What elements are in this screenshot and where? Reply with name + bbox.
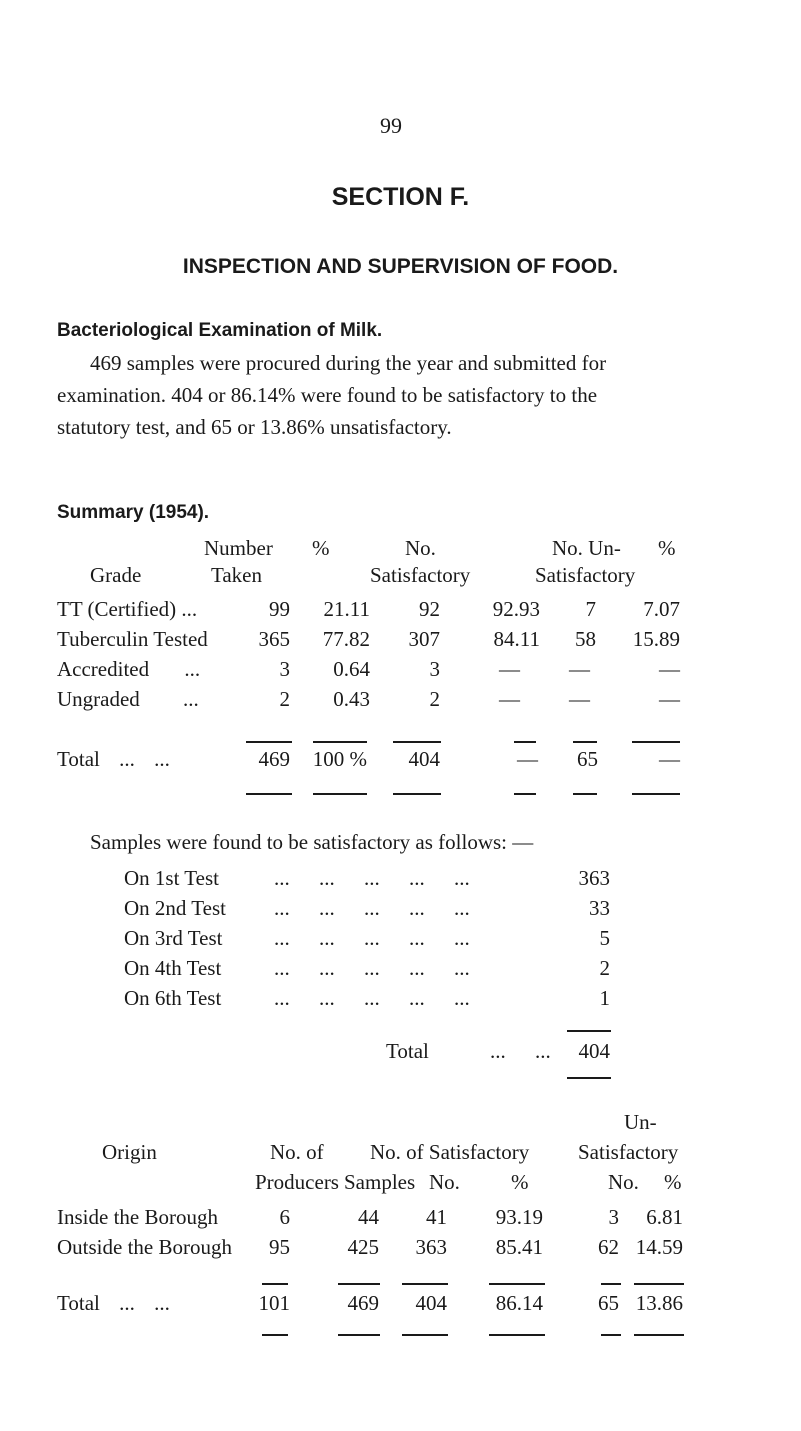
header-origin: Origin — [102, 1140, 157, 1164]
rule — [489, 1334, 545, 1336]
header-satisfactory-un: Satisfactory — [578, 1140, 679, 1164]
header-sat-no: No. — [429, 1170, 460, 1194]
row-sat-pct: 92.93 — [492, 597, 540, 621]
header-producers: Producers — [255, 1170, 339, 1194]
row-unsat-pct: 15.89 — [632, 627, 680, 651]
tests-intro: Samples were found to be satisfactory as follows: — — [90, 830, 534, 854]
test-dots: ... ... ... ... ... — [274, 896, 470, 920]
test-dots: ... ... ... ... ... — [274, 866, 470, 890]
rule — [567, 1077, 611, 1079]
header-satisfactory-2: Satisfactory — [535, 563, 636, 587]
header-no: No. — [405, 536, 436, 560]
rule — [338, 1283, 380, 1285]
origin-total-unsat-pct: 13.86 — [635, 1291, 683, 1315]
test-dots: ... ... ... ... ... — [274, 956, 470, 980]
rule — [634, 1283, 684, 1285]
row-taken: 99 — [269, 597, 290, 621]
rule — [246, 793, 292, 795]
tests-total-label: Total — [386, 1039, 429, 1063]
origin-producers: 6 — [279, 1205, 290, 1229]
rule — [514, 741, 536, 743]
row-unsat-pct: 7.07 — [643, 597, 680, 621]
total-unsat-pct: — — [659, 747, 680, 771]
origin-total-samples: 469 — [347, 1291, 379, 1315]
row-sat-no: 2 — [429, 687, 440, 711]
row-pct: 77.82 — [322, 627, 370, 651]
origin-unsat-pct: 14.59 — [635, 1235, 683, 1259]
row-sat-pct: — — [499, 657, 520, 681]
row-sat-no: 307 — [408, 627, 440, 651]
tests-total-value: 404 — [578, 1039, 610, 1063]
header-satisfactory: Satisfactory — [370, 563, 471, 587]
test-label: On 3rd Test — [124, 926, 223, 950]
header-samples: Samples — [344, 1170, 416, 1194]
rule — [601, 1334, 621, 1336]
row-unsat-no: 7 — [585, 597, 596, 621]
row-grade: Tuberculin Tested — [57, 627, 208, 651]
page-number: 99 — [380, 113, 402, 138]
intro-line-3: statutory test, and 65 or 13.86% unsatisfactory. — [57, 415, 452, 439]
test-value: 1 — [599, 986, 610, 1010]
header-pct: % — [312, 536, 330, 560]
total-sat-pct: — — [517, 747, 538, 771]
rule — [262, 1283, 288, 1285]
row-pct: 21.11 — [323, 597, 370, 621]
test-value: 363 — [578, 866, 610, 890]
rule — [634, 1334, 684, 1336]
origin-unsat-no: 3 — [608, 1205, 619, 1229]
origin-total-unsat-no: 65 — [598, 1291, 619, 1315]
total-taken: 469 — [258, 747, 290, 771]
test-label: On 6th Test — [124, 986, 222, 1010]
rule — [338, 1334, 380, 1336]
origin-unsat-pct: 6.81 — [646, 1205, 683, 1229]
row-unsat-pct: — — [659, 657, 680, 681]
total-sat-no: 404 — [408, 747, 440, 771]
rule — [514, 793, 536, 795]
test-label: On 2nd Test — [124, 896, 226, 920]
intro-line-2: examination. 404 or 86.14% were found to be satisfactory to the — [57, 383, 598, 407]
intro-line-1: 469 samples were procured during the year and submitted for — [90, 351, 607, 375]
row-unsat-pct: — — [659, 687, 680, 711]
origin-total-sat-pct: 86.14 — [495, 1291, 543, 1315]
rule — [402, 1334, 448, 1336]
origin-sat-no: 363 — [415, 1235, 447, 1259]
rule — [393, 741, 441, 743]
rule — [402, 1283, 448, 1285]
row-sat-pct: 84.11 — [493, 627, 540, 651]
test-value: 33 — [589, 896, 610, 920]
origin-unsat-no: 62 — [598, 1235, 619, 1259]
rule — [573, 793, 597, 795]
test-value: 5 — [599, 926, 610, 950]
header-sat-pct: % — [511, 1170, 529, 1194]
header-no-of: No. of — [270, 1140, 324, 1164]
row-pct: 0.43 — [333, 687, 370, 711]
origin-total-sat-no: 404 — [415, 1291, 447, 1315]
origin-label: Inside the Borough — [57, 1205, 218, 1229]
rule — [393, 793, 441, 795]
rule — [313, 741, 367, 743]
header-no-of-sat: No. of Satisfactory — [370, 1140, 530, 1164]
main-heading: INSPECTION AND SUPERVISION OF FOOD. — [182, 255, 619, 278]
test-dots: ... ... ... ... ... — [274, 986, 470, 1010]
row-sat-pct: — — [499, 687, 520, 711]
origin-producers: 95 — [269, 1235, 290, 1259]
origin-samples: 425 — [347, 1235, 379, 1259]
total-pct: 100 % — [312, 747, 367, 771]
rule — [632, 741, 680, 743]
rule — [567, 1030, 611, 1032]
rule — [601, 1283, 621, 1285]
origin-samples: 44 — [358, 1205, 379, 1229]
header-un: Un- — [624, 1110, 657, 1134]
row-unsat-no: — — [569, 657, 590, 681]
row-pct: 0.64 — [333, 657, 370, 681]
summary-title: Summary (1954). — [57, 502, 210, 523]
test-label: On 4th Test — [124, 956, 222, 980]
header-number: Number — [204, 536, 273, 560]
row-unsat-no: — — [569, 687, 590, 711]
header-taken: Taken — [211, 563, 263, 587]
row-grade: Ungraded ... — [57, 687, 199, 711]
rule — [632, 793, 680, 795]
header-unsat-pct: % — [664, 1170, 682, 1194]
rule — [313, 793, 367, 795]
test-dots: ... ... ... ... ... — [274, 926, 470, 950]
section-title: SECTION F. — [331, 183, 470, 211]
origin-total-label: Total ... ... — [57, 1291, 170, 1315]
row-taken: 3 — [279, 657, 290, 681]
row-taken: 2 — [279, 687, 290, 711]
origin-total-producers: 101 — [258, 1291, 290, 1315]
row-unsat-no: 58 — [575, 627, 596, 651]
subheading: Bacteriological Examination of Milk. — [57, 320, 383, 341]
row-grade: TT (Certified) ... — [57, 597, 198, 621]
origin-label: Outside the Borough — [57, 1235, 232, 1259]
rule — [262, 1334, 288, 1336]
header-unsat-no: No. — [608, 1170, 639, 1194]
total-unsat-no: 65 — [577, 747, 598, 771]
test-label: On 1st Test — [124, 866, 219, 890]
row-sat-no: 3 — [429, 657, 440, 681]
row-sat-no: 92 — [419, 597, 440, 621]
rule — [573, 741, 597, 743]
header-pct-2: % — [658, 536, 676, 560]
origin-sat-pct: 85.41 — [495, 1235, 543, 1259]
header-no-un: No. Un- — [552, 536, 621, 560]
tests-total-dots: ... ... — [490, 1039, 551, 1063]
total-label: Total ... ... — [57, 747, 170, 771]
rule — [246, 741, 292, 743]
header-grade: Grade — [90, 563, 142, 587]
test-value: 2 — [599, 956, 610, 980]
row-taken: 365 — [258, 627, 290, 651]
rule — [489, 1283, 545, 1285]
row-grade: Accredited ... — [57, 657, 201, 681]
origin-sat-pct: 93.19 — [495, 1205, 543, 1229]
origin-sat-no: 41 — [426, 1205, 447, 1229]
